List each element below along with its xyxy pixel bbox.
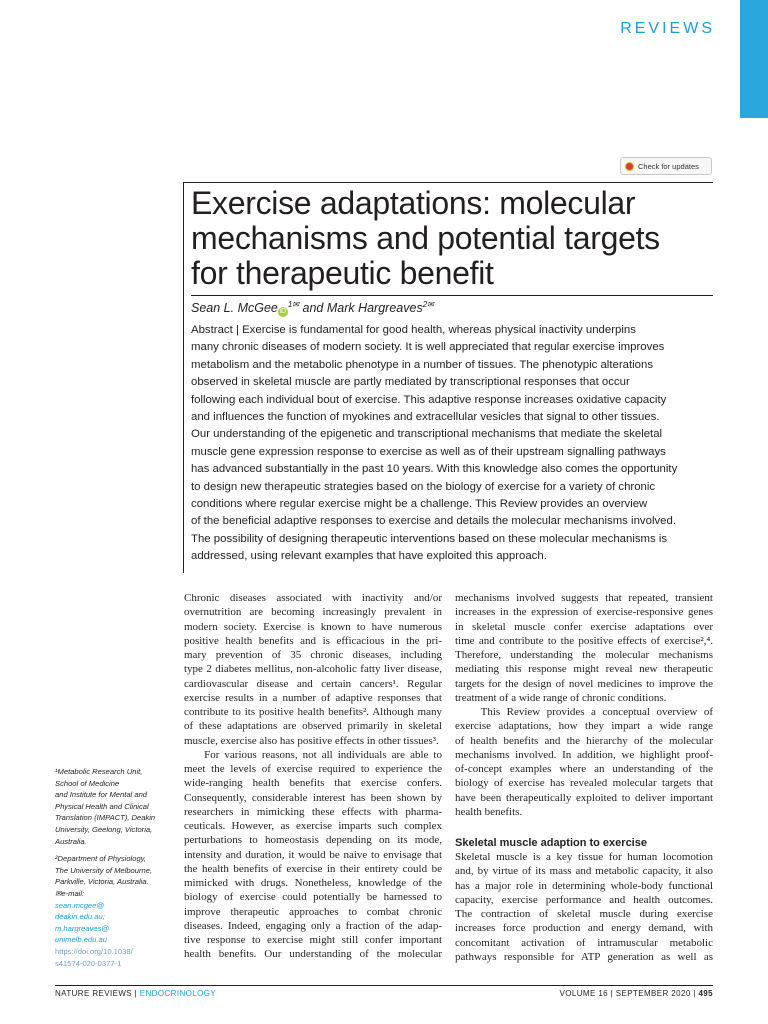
body-line: exercise results in a number of adaptive responses that <box>184 691 442 704</box>
title-line: mechanisms and potential targets <box>191 220 660 256</box>
body-line: of-concept examples where an understanding of the <box>455 763 713 775</box>
body-line: concomitant activation of intramuscular metabolic <box>455 936 713 949</box>
body-line: health benefits. <box>455 805 523 818</box>
body-line: The contraction of skeletal muscle during exercise <box>455 908 713 920</box>
body-line: type 2 diabetes mellitus, non-alcoholic fatty liver disease, <box>184 663 442 676</box>
author-name[interactable]: Sean L. McGee <box>191 301 278 316</box>
abstract-line: addressed, using relevant examples that have exploited this approach. <box>191 550 547 563</box>
body-line: improve therapeutic approaches to combat chronic <box>184 905 442 918</box>
authors-rule <box>191 295 713 296</box>
affiliation-line: Parkville, Victoria, Australia. <box>55 877 149 887</box>
section-heading: Skeletal muscle adaption to exercise <box>455 837 647 849</box>
abstract-line: following each individual bout of exercise. This adaptive response increases oxidative capacity <box>191 393 667 406</box>
body-line: mechanisms involved suggests that repeated, transient <box>455 592 713 604</box>
abstract-line: and influences the function of myokines and extracellular vesicles that signal to other tissues. <box>191 411 660 424</box>
journal-subject: ENDOCRINOLOGY <box>139 989 217 998</box>
body-line: contribute to its positive health benefits². Although many <box>184 706 442 718</box>
crossmark-icon <box>625 162 634 171</box>
title-line: Exercise adaptations: molecular <box>191 185 636 221</box>
affiliation-line: and Institute for Mental and <box>55 790 148 800</box>
abstract-line: of the beneficial adaptive responses to exercise and details the molecular mechanisms involved. <box>191 515 677 528</box>
body-line: overnutrition are becoming increasingly prevalent in <box>184 606 442 619</box>
abstract-line: conditions where regular exercise might be a challenge. This Review provides an overview <box>191 498 648 511</box>
affiliation-line: Translation (IMPACT), Deakin <box>55 813 156 823</box>
doi-link[interactable]: https://doi.org/10.1038/ <box>55 946 133 956</box>
body-line: Chronic diseases associated with inactivity and/or <box>184 592 442 604</box>
body-line: For various reasons, not all individuals are able to <box>184 748 442 761</box>
body-line: cardiovascular disease and certain cancers¹. Regular <box>184 677 442 690</box>
title-top-rule <box>183 182 713 183</box>
author-connector: and <box>299 301 327 316</box>
body-line: mimicked with drugs. Nonetheless, knowledge of the <box>184 877 442 889</box>
body-line: This Review provides a conceptual overview of <box>455 706 713 718</box>
body-line: positive health benefits and is efficacious in the pri- <box>184 634 442 647</box>
body-line: mediating this response might reveal new therapeutic <box>455 663 713 676</box>
email-link[interactable]: sean.mcgee@ <box>55 900 105 910</box>
body-line: pathways responsible for ATP generation as well as <box>455 950 713 963</box>
email-link[interactable]: deakin.edu.au; <box>55 912 105 922</box>
author-name[interactable]: Mark Hargreaves <box>326 301 423 316</box>
body-line: muscle, exercise also has positive effects in other tissues³. <box>184 734 439 747</box>
footer-rule <box>55 985 713 986</box>
abstract-line: metabolism and the metabolic phenotype in a number of tissues. The phenotypic alterations <box>191 358 654 371</box>
footer-separator: | <box>132 989 140 998</box>
body-line: health benefits. Our understanding of the molecular <box>184 948 442 961</box>
abstract-line: many chronic diseases of modern society. It is well appreciated that regular exercise improves <box>191 341 665 354</box>
author-marks: 1✉ <box>287 300 300 309</box>
email-line <box>55 888 173 911</box>
body-line: treatment of a wide range of chronic conditions. <box>455 691 667 704</box>
check-for-updates-button[interactable] <box>620 157 712 175</box>
affiliation-line: Physical Health and Clinical <box>55 801 149 811</box>
body-column-right <box>455 591 713 964</box>
footer-journal <box>55 989 216 998</box>
abstract-line: Our understanding of the epigenetic and transcriptional mechanisms that mediate the skeletal <box>191 428 663 441</box>
body-line: Skeletal muscle is a key tissue for human locomotion <box>455 851 713 863</box>
body-line: Consequently, considerable interest has been shown by <box>184 791 442 804</box>
page-number: 495 <box>698 989 713 998</box>
body-line: ceuticals. However, as exercise imparts such complex <box>184 820 442 832</box>
abstract-line: muscle gene expression response to exercise as well as of their upstream signalling pathways <box>191 445 666 458</box>
affiliation-line: University, Geelong, Victoria, <box>55 824 153 834</box>
body-line: researchers in mimicking these effects with pharma- <box>184 805 442 818</box>
body-line: time and contribute to the positive effects of exercise²,⁴. <box>455 634 713 647</box>
abstract-line: The possibility of designing therapeutic interventions based on these molecular mechanisms is <box>191 532 668 545</box>
volume-info: VOLUME 16 | SEPTEMBER 2020 | <box>559 989 699 998</box>
body-line: of health benefits and the hierarchy of the molecular <box>455 734 713 747</box>
journal-name: NATURE REVIEWS <box>55 989 133 998</box>
title-line: for therapeutic benefit <box>191 255 494 291</box>
body-line: of these adaptations are observed primarily in skeletal <box>184 720 442 733</box>
body-line: capacity, exercise performance and health outcomes. <box>455 893 713 906</box>
body-line: intensity and duration, it would be naive to envisage that <box>184 848 442 861</box>
email-link[interactable]: m.hargreaves@ <box>55 923 110 933</box>
body-line: diseases. Indeed, engaging only a fraction of the adap- <box>184 919 442 932</box>
article-title <box>191 186 711 291</box>
affiliation-line: ²Department of Physiology, <box>55 854 147 864</box>
body-line: increases in the expression of exercise-responsive genes <box>455 606 713 619</box>
body-line: modern society. Exercise is known to have numerous <box>184 620 442 633</box>
affiliation-line: The University of Melbourne, <box>55 865 153 875</box>
body-line: wide-ranging health benefits that exercise confers. <box>184 777 442 790</box>
body-line: mechanisms involved. In addition, we highlight proof- <box>455 748 713 761</box>
body-line: increases force production and energy demand, with <box>455 922 713 935</box>
section-tab <box>740 0 768 118</box>
affiliation-line: School of Medicine <box>55 778 120 788</box>
abstract <box>191 322 715 566</box>
email-label: ✉e-mail: <box>55 888 85 898</box>
email-link[interactable]: unimelb.edu.au <box>55 935 107 945</box>
author-list <box>191 300 711 317</box>
body-line: Therefore, understanding the molecular mechanisms <box>455 649 713 661</box>
check-for-updates-label: Check for updates <box>638 161 699 171</box>
body-line: biology of exercise could potentially be harnessed to <box>184 891 442 904</box>
section-label: REVIEWS <box>620 20 715 37</box>
title-side-rule <box>183 183 184 573</box>
body-line: biology of exercise has revealed molecular targets that <box>455 777 713 790</box>
affiliation-line: ¹Metabolic Research Unit, <box>55 767 143 776</box>
body-line: in skeletal muscle confer exercise adaptations over <box>455 620 713 633</box>
body-line: has a major role in determining whole-body functional <box>455 879 713 892</box>
body-line: the health benefits of exercise in their entirety could be <box>184 862 442 875</box>
affiliation-line: Australia. <box>55 836 87 846</box>
body-line: targets for the design of novel medicines to improve the <box>455 677 713 690</box>
body-line: exercise adaptations, how they impart a wide range <box>455 720 713 733</box>
affiliations <box>55 766 173 969</box>
author-marks: 2✉ <box>422 300 434 309</box>
body-line: and, by virtue of its mass and metabolic capacity, it also <box>455 865 713 878</box>
footer-volume <box>560 989 713 998</box>
body-column-left <box>184 591 442 962</box>
doi-link[interactable]: s41574-020-0377-1 <box>55 958 122 968</box>
body-line: perturbations to homeostasis depending on its mode, <box>184 834 442 847</box>
body-line: meet the levels of exercise required to experience the <box>184 763 442 775</box>
abstract-line: Abstract | Exercise is fundamental for good health, whereas physical inactivity underpins <box>191 324 636 336</box>
body-line: tive response to exercise might still confer important <box>184 934 442 946</box>
body-line: mary prevention of 35 chronic diseases, including <box>184 649 442 661</box>
abstract-line: to design new therapeutic strategies based on the biology of exercise for a variety of chronic <box>191 480 656 493</box>
abstract-line: has advanced substantially in the past 10 years. With this knowledge also comes the opportunity <box>191 463 678 476</box>
abstract-line: observed in skeletal muscle are partly mediated by transcriptional responses that occur <box>191 376 630 389</box>
body-line: have been therapeutically exploited to deliver important <box>455 791 713 804</box>
orcid-icon[interactable]: iD <box>279 308 287 316</box>
